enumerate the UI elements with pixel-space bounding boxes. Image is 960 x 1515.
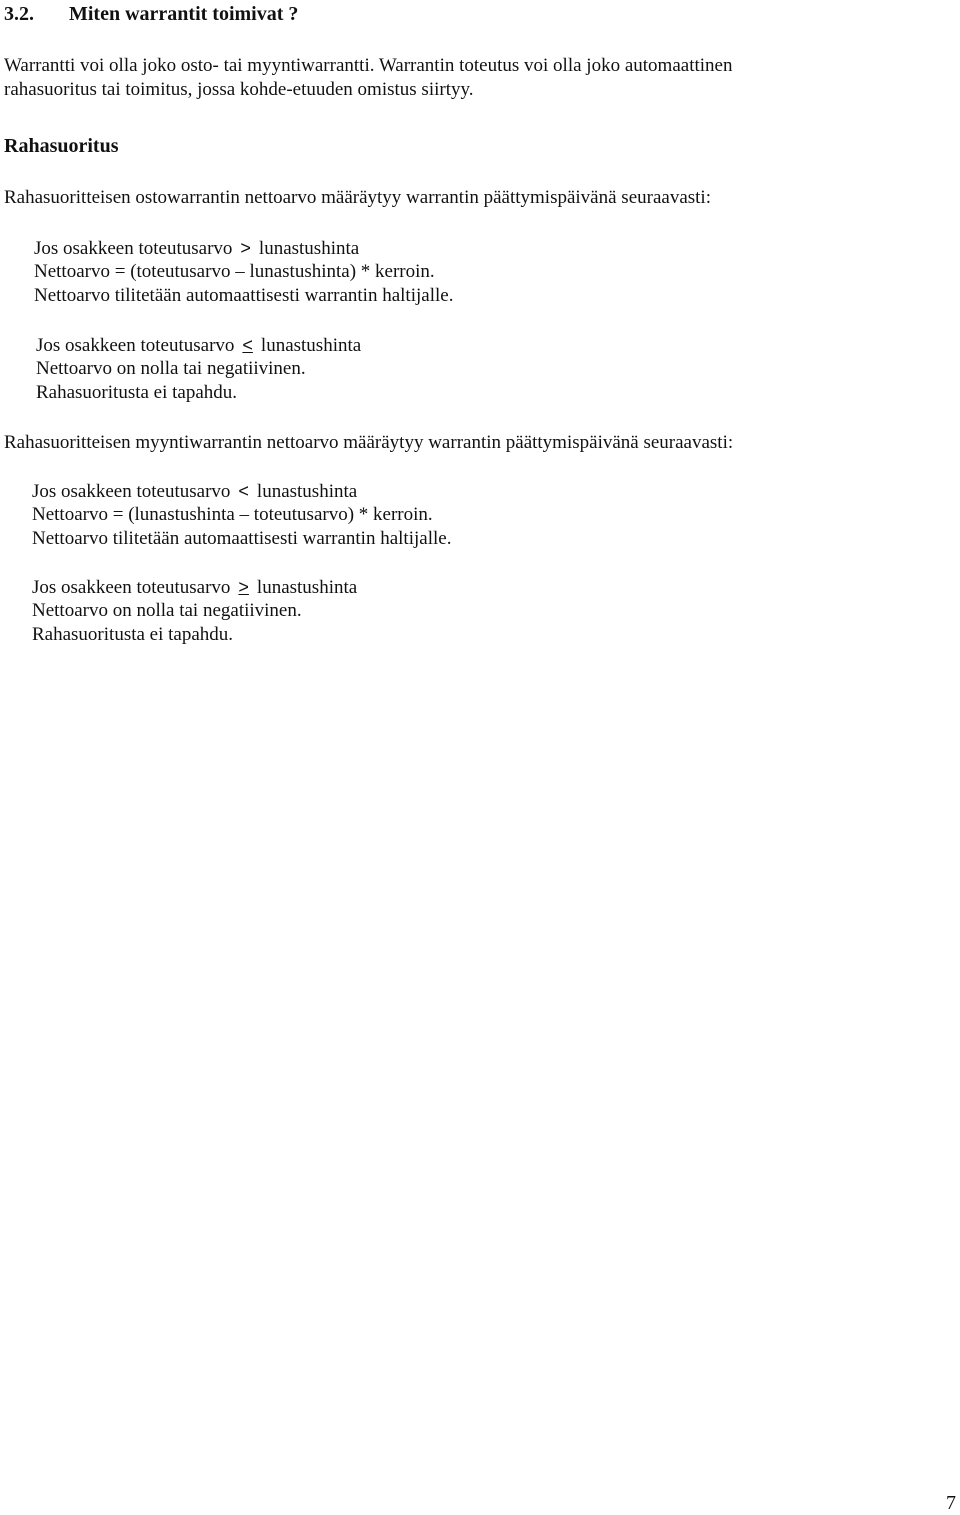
page-number: 7 xyxy=(946,1492,956,1514)
call-case1-formula: Nettoarvo = (toteutusarvo – lunastushinta) * kerroin. xyxy=(34,261,435,282)
subheading-rahasuoritus: Rahasuoritus xyxy=(4,135,119,157)
call-case2-formula: Nettoarvo on nolla tai negatiivinen. xyxy=(36,358,306,379)
call-case2-note: Rahasuoritusta ei tapahdu. xyxy=(36,382,238,403)
put-case1-note: Nettoarvo tilitetään automaattisesti warrantin haltijalle. xyxy=(32,528,452,549)
condition-text: lunastushinta xyxy=(260,335,362,356)
operator-symbol: > xyxy=(240,238,251,258)
section-title: Miten warrantit toimivat ? xyxy=(69,3,299,25)
condition-text: Jos osakkeen toteutusarvo xyxy=(36,335,235,356)
call-case1-condition xyxy=(34,236,359,261)
operator-symbol: > xyxy=(238,577,249,597)
operator-symbol: < xyxy=(242,335,253,355)
condition-text: Jos osakkeen toteutusarvo xyxy=(34,238,233,259)
put-case1-condition xyxy=(32,479,357,504)
put-case2-formula: Nettoarvo on nolla tai negatiivinen. xyxy=(32,600,302,621)
condition-text: lunastushinta xyxy=(256,577,358,598)
put-case2-note: Rahasuoritusta ei tapahdu. xyxy=(32,624,234,645)
call-case1-note: Nettoarvo tilitetään automaattisesti warrantin haltijalle. xyxy=(34,285,454,306)
section-number: 3.2. xyxy=(4,3,34,25)
condition-text: lunastushinta xyxy=(256,481,358,502)
call-intro: Rahasuoritteisen ostowarrantin nettoarvo määräytyy warrantin päättymispäivänä seuraavasti: xyxy=(4,187,711,208)
put-case1-formula: Nettoarvo = (lunastushinta – toteutusarvo) * kerroin. xyxy=(32,504,433,525)
condition-text: lunastushinta xyxy=(258,238,360,259)
section-heading xyxy=(4,2,298,26)
condition-text: Jos osakkeen toteutusarvo xyxy=(32,577,231,598)
operator-symbol: < xyxy=(238,481,249,501)
intro-line-1: Warrantti voi olla joko osto- tai myyntiwarrantti. Warrantin toteutus voi olla joko automaattinen xyxy=(4,55,733,76)
condition-text: Jos osakkeen toteutusarvo xyxy=(32,481,231,502)
put-intro: Rahasuoritteisen myyntiwarrantin nettoarvo määräytyy warrantin päättymispäivänä seuraavasti: xyxy=(4,432,734,453)
put-case2-condition xyxy=(32,575,357,600)
call-case2-condition xyxy=(36,333,361,358)
intro-line-2: rahasuoritus tai toimitus, jossa kohde-etuuden omistus siirtyy. xyxy=(4,79,474,100)
